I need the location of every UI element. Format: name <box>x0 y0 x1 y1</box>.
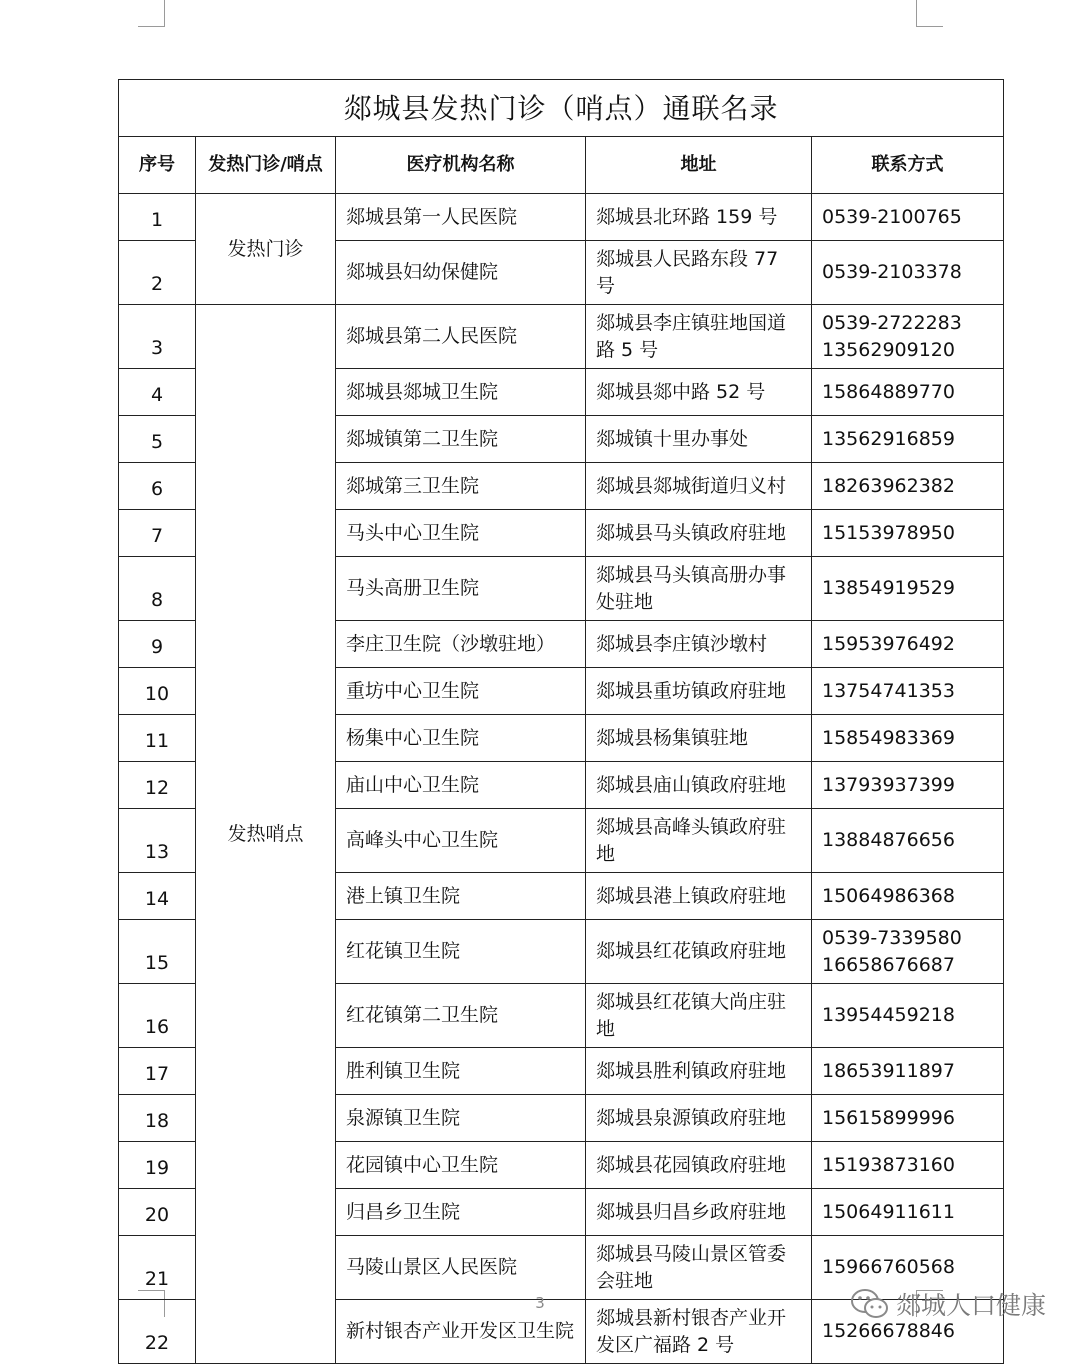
row-institution-name: 红花镇卫生院 <box>336 920 586 984</box>
group-clinic: 发热门诊 <box>196 194 336 305</box>
header-contact: 联系方式 <box>812 137 1004 194</box>
row-address: 郯城县庙山镇政府驻地 <box>586 762 812 809</box>
phone-number: 0539-7339580 <box>822 926 962 949</box>
phone-number: 0539-2722283 <box>822 311 962 334</box>
row-contact <box>812 1048 1004 1095</box>
row-seq: 11 <box>119 715 196 762</box>
row-institution-name: 李庄卫生院（沙墩驻地） <box>336 621 586 668</box>
phone-number: 13793937399 <box>822 773 955 796</box>
row-contact <box>812 557 1004 621</box>
row-institution-name: 郯城县第一人民医院 <box>336 194 586 241</box>
row-address: 郯城县胜利镇政府驻地 <box>586 1048 812 1095</box>
row-seq: 16 <box>119 984 196 1048</box>
row-address: 郯城县泉源镇政府驻地 <box>586 1095 812 1142</box>
row-contact <box>812 984 1004 1048</box>
row-address: 郯城县归昌乡政府驻地 <box>586 1189 812 1236</box>
phone-number: 15953976492 <box>822 632 955 655</box>
row-institution-name: 新村银杏产业开发区卫生院 <box>336 1300 586 1364</box>
row-address: 郯城县李庄镇沙墩村 <box>586 621 812 668</box>
row-seq: 8 <box>119 557 196 621</box>
phone-number: 15193873160 <box>822 1153 955 1176</box>
row-seq: 19 <box>119 1142 196 1189</box>
page-number: 3 <box>535 1294 545 1312</box>
phone-number: 18653911897 <box>822 1059 955 1082</box>
row-institution-name: 高峰头中心卫生院 <box>336 809 586 873</box>
row-contact <box>812 510 1004 557</box>
row-contact <box>812 416 1004 463</box>
row-institution-name: 庙山中心卫生院 <box>336 762 586 809</box>
row-contact <box>812 715 1004 762</box>
phone-number: 15153978950 <box>822 521 955 544</box>
phone-number: 13754741353 <box>822 679 955 702</box>
row-address: 郯城县马陵山景区管委会驻地 <box>586 1236 812 1300</box>
row-address: 郯城县马头镇高册办事处驻地 <box>586 557 812 621</box>
phone-number: 15966760568 <box>822 1256 955 1278</box>
phone-number: 18263962382 <box>822 474 955 497</box>
row-seq: 5 <box>119 416 196 463</box>
phone-number: 15864889770 <box>822 380 955 403</box>
row-contact <box>812 809 1004 873</box>
row-address: 郯城县李庄镇驻地国道路 5 号 <box>586 305 812 369</box>
row-seq: 9 <box>119 621 196 668</box>
row-contact <box>812 194 1004 241</box>
row-contact <box>812 463 1004 510</box>
row-address: 郯城县杨集镇驻地 <box>586 715 812 762</box>
phone-number: 13884876656 <box>822 829 955 851</box>
row-institution-name: 红花镇第二卫生院 <box>336 984 586 1048</box>
row-seq: 20 <box>119 1189 196 1236</box>
row-contact <box>812 621 1004 668</box>
crop-mark-top-right <box>916 0 943 27</box>
row-seq: 6 <box>119 463 196 510</box>
row-contact <box>812 920 1004 984</box>
row-address: 郯城县红花镇大尚庄驻地 <box>586 984 812 1048</box>
row-address: 郯城镇十里办事处 <box>586 416 812 463</box>
phone-number: 13562916859 <box>822 427 955 450</box>
row-address: 郯城县新村银杏产业开发区广福路 2 号 <box>586 1300 812 1364</box>
row-institution-name: 郯城县郯城卫生院 <box>336 369 586 416</box>
row-seq: 4 <box>119 369 196 416</box>
row-seq: 14 <box>119 873 196 920</box>
row-address: 郯城县高峰头镇政府驻地 <box>586 809 812 873</box>
row-address: 郯城县红花镇政府驻地 <box>586 920 812 984</box>
table-row <box>119 305 1004 369</box>
row-institution-name: 郯城镇第二卫生院 <box>336 416 586 463</box>
row-institution-name: 胜利镇卫生院 <box>336 1048 586 1095</box>
watermark <box>850 1286 1046 1322</box>
row-address: 郯城县重坊镇政府驻地 <box>586 668 812 715</box>
row-seq: 17 <box>119 1048 196 1095</box>
header-address: 地址 <box>586 137 812 194</box>
row-institution-name: 郯城第三卫生院 <box>336 463 586 510</box>
row-institution-name: 郯城县第二人民医院 <box>336 305 586 369</box>
row-seq: 13 <box>119 809 196 873</box>
row-contact <box>812 305 1004 369</box>
phone-number-secondary: 16658676687 <box>822 953 955 976</box>
row-contact <box>812 1189 1004 1236</box>
phone-number: 15854983369 <box>822 726 955 749</box>
roster-table <box>118 79 1004 1364</box>
row-seq: 10 <box>119 668 196 715</box>
row-seq: 15 <box>119 920 196 984</box>
row-institution-name: 泉源镇卫生院 <box>336 1095 586 1142</box>
crop-mark-top-left <box>138 0 165 27</box>
row-contact <box>812 241 1004 305</box>
row-contact <box>812 668 1004 715</box>
row-seq: 7 <box>119 510 196 557</box>
phone-number: 15064986368 <box>822 884 955 907</box>
phone-number: 15064911611 <box>822 1200 955 1223</box>
row-contact <box>812 1095 1004 1142</box>
phone-number: 15266678846 <box>822 1320 955 1342</box>
header-row <box>119 137 1004 194</box>
row-address: 郯城县港上镇政府驻地 <box>586 873 812 920</box>
row-contact <box>812 1142 1004 1189</box>
wechat-icon <box>850 1288 890 1320</box>
row-institution-name: 杨集中心卫生院 <box>336 715 586 762</box>
phone-number: 0539-2100765 <box>822 205 962 228</box>
row-seq: 18 <box>119 1095 196 1142</box>
phone-number: 13954459218 <box>822 1004 955 1026</box>
row-seq: 12 <box>119 762 196 809</box>
header-seq: 序号 <box>119 137 196 194</box>
row-contact <box>812 369 1004 416</box>
row-institution-name: 港上镇卫生院 <box>336 873 586 920</box>
row-seq: 3 <box>119 305 196 369</box>
row-institution-name: 郯城县妇幼保健院 <box>336 241 586 305</box>
header-name: 医疗机构名称 <box>336 137 586 194</box>
row-address: 郯城县人民路东段 77 号 <box>586 241 812 305</box>
row-address: 郯城县花园镇政府驻地 <box>586 1142 812 1189</box>
row-institution-name: 马头高册卫生院 <box>336 557 586 621</box>
row-address: 郯城县郯城街道归义村 <box>586 463 812 510</box>
watermark-text: 郯城人口健康 <box>895 1291 1046 1320</box>
row-contact <box>812 873 1004 920</box>
header-type: 发热门诊/哨点 <box>196 137 336 194</box>
row-institution-name: 马头中心卫生院 <box>336 510 586 557</box>
table-title: 郯城县发热门诊（哨点）通联名录 <box>119 80 1004 137</box>
row-seq: 1 <box>119 194 196 241</box>
row-institution-name: 归昌乡卫生院 <box>336 1189 586 1236</box>
row-address: 郯城县郯中路 52 号 <box>586 369 812 416</box>
row-seq: 21 <box>119 1236 196 1300</box>
phone-number: 13854919529 <box>822 577 955 599</box>
group-sentinel: 发热哨点 <box>196 305 336 1364</box>
table-row <box>119 194 1004 241</box>
row-address: 郯城县北环路 159 号 <box>586 194 812 241</box>
phone-number-secondary: 13562909120 <box>822 338 955 361</box>
row-seq: 22 <box>119 1300 196 1364</box>
row-institution-name: 重坊中心卫生院 <box>336 668 586 715</box>
row-institution-name: 马陵山景区人民医院 <box>336 1236 586 1300</box>
phone-number: 0539-2103378 <box>822 261 962 283</box>
row-address: 郯城县马头镇政府驻地 <box>586 510 812 557</box>
row-seq: 2 <box>119 241 196 305</box>
row-institution-name: 花园镇中心卫生院 <box>336 1142 586 1189</box>
phone-number: 15615899996 <box>822 1106 955 1129</box>
row-contact <box>812 762 1004 809</box>
